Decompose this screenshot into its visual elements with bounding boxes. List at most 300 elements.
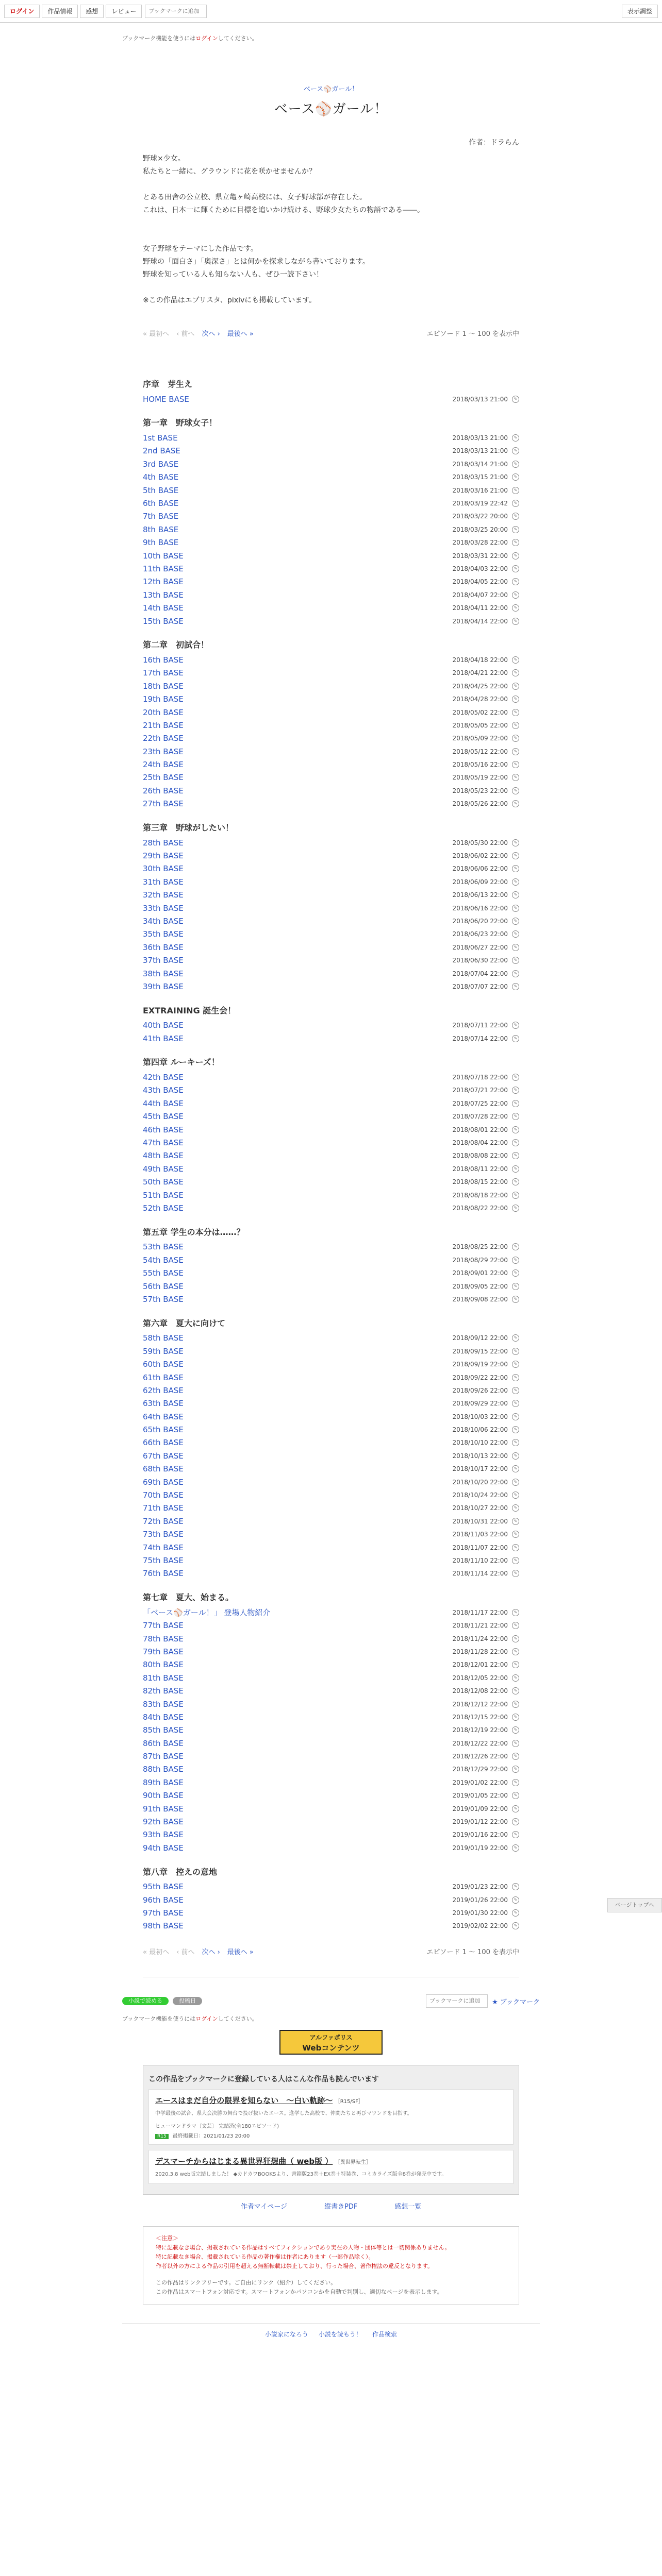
- episode-date-wrap: [452, 1243, 519, 1250]
- episode-link[interactable]: 45th BASE: [143, 1112, 184, 1122]
- revised-icon[interactable]: ✎: [512, 1035, 519, 1042]
- episode-link[interactable]: 57th BASE: [143, 1294, 184, 1304]
- episode-link[interactable]: 21th BASE: [143, 720, 184, 730]
- revised-icon[interactable]: ✎: [512, 591, 519, 599]
- revised-icon[interactable]: ✎: [512, 774, 519, 781]
- episode-link[interactable]: 84th BASE: [143, 1712, 184, 1722]
- episode-link[interactable]: 16th BASE: [143, 655, 184, 665]
- episode-link[interactable]: 38th BASE: [143, 969, 184, 978]
- episode-link[interactable]: 43th BASE: [143, 1086, 184, 1095]
- episode-row: [143, 680, 519, 692]
- episode-date: 2018/05/26 22:00: [452, 800, 508, 808]
- revised-icon[interactable]: ✎: [512, 1165, 519, 1173]
- episode-link[interactable]: 20th BASE: [143, 707, 184, 717]
- episode-date-wrap: [452, 434, 519, 442]
- episode-link[interactable]: 52th BASE: [143, 1204, 184, 1213]
- episode-link[interactable]: 78th BASE: [143, 1634, 184, 1643]
- caution-sub: この作品はスマートフォン対応です。スマートフォンかパソコンかを自動で判別し、適切なページを表示します。: [156, 2289, 443, 2296]
- episode-link[interactable]: 4th BASE: [143, 472, 179, 482]
- revised-icon[interactable]: ✎: [512, 1413, 519, 1420]
- episode-link[interactable]: 27th BASE: [143, 799, 184, 809]
- revised-icon[interactable]: ✎: [512, 1152, 519, 1159]
- revised-icon[interactable]: ✎: [512, 447, 519, 454]
- chapter-title: EXTRAINING 誕生会！: [143, 1005, 236, 1015]
- episode-link[interactable]: 62th BASE: [143, 1385, 184, 1395]
- revised-icon[interactable]: ✎: [512, 970, 519, 977]
- episode-date: 2018/12/26 22:00: [452, 1753, 508, 1760]
- episode-date: 2018/11/14 22:00: [452, 1570, 508, 1578]
- revised-icon[interactable]: ✎: [512, 1831, 519, 1838]
- reco-card[interactable]: [148, 2089, 514, 2145]
- episode-link[interactable]: 39th BASE: [143, 981, 184, 991]
- episode-link[interactable]: 97th BASE: [143, 1908, 184, 1918]
- episode-link[interactable]: 36th BASE: [143, 942, 184, 952]
- episode-date-wrap: [452, 1518, 519, 1525]
- episode-link[interactable]: 24th BASE: [143, 760, 184, 770]
- pager-bottom: [143, 1948, 519, 1977]
- revised-icon[interactable]: ✎: [512, 891, 519, 899]
- episode-row: [143, 1345, 519, 1358]
- revised-icon[interactable]: ✎: [512, 1844, 519, 1852]
- episode-link[interactable]: 60th BASE: [143, 1360, 184, 1369]
- revised-icon[interactable]: ✎: [512, 839, 519, 846]
- revised-icon[interactable]: ✎: [512, 1257, 519, 1264]
- episode-link[interactable]: 50th BASE: [143, 1177, 184, 1187]
- revised-icon[interactable]: ✎: [512, 1283, 519, 1290]
- revised-icon[interactable]: ✎: [512, 1022, 519, 1029]
- episode-date: 2018/07/11 22:00: [452, 1022, 508, 1029]
- episode-link[interactable]: 77th BASE: [143, 1621, 184, 1631]
- page-top-button[interactable]: ページトップへ: [607, 1898, 662, 1912]
- episode-link[interactable]: 91th BASE: [143, 1804, 184, 1814]
- episode-link[interactable]: 「ベース⚾ガール！」 登場人物紹介: [143, 1608, 271, 1618]
- episode-row: [143, 967, 519, 980]
- episode-link[interactable]: 85th BASE: [143, 1725, 184, 1735]
- revised-icon[interactable]: ✎: [512, 1100, 519, 1107]
- revised-icon[interactable]: ✎: [512, 1740, 519, 1747]
- synopsis-line: 私たちと一緒に、グラウンドに花を咲かせませんか？: [143, 167, 316, 176]
- episode-link[interactable]: 81th BASE: [143, 1673, 184, 1683]
- episode-date: 2019/01/26 22:00: [452, 1896, 508, 1904]
- episode-link[interactable]: 90th BASE: [143, 1791, 184, 1801]
- pager-next[interactable]: 次へ ›: [202, 330, 220, 338]
- episode-date: 2018/08/04 22:00: [452, 1139, 508, 1147]
- vertical-pdf-link[interactable]: 縦書きPDF: [324, 2203, 358, 2211]
- episode-link[interactable]: 7th BASE: [143, 512, 179, 521]
- episode-link[interactable]: 6th BASE: [143, 499, 179, 509]
- revised-icon[interactable]: ✎: [512, 552, 519, 560]
- revised-icon[interactable]: ✎: [512, 1570, 519, 1577]
- episode-link[interactable]: 94th BASE: [143, 1843, 184, 1853]
- episode-row: [143, 457, 519, 470]
- revised-icon[interactable]: ✎: [512, 709, 519, 716]
- episode-link[interactable]: 95th BASE: [143, 1882, 184, 1892]
- table-of-contents: [143, 376, 519, 1933]
- revised-icon[interactable]: ✎: [512, 1348, 519, 1355]
- revised-icon[interactable]: ✎: [512, 852, 519, 859]
- revised-icon[interactable]: ✎: [512, 787, 519, 794]
- episode-date: 2018/10/17 22:00: [452, 1465, 508, 1473]
- revised-icon[interactable]: ✎: [512, 1243, 519, 1250]
- episode-date: 2018/03/13 21:00: [452, 447, 508, 455]
- revised-icon[interactable]: ✎: [512, 1426, 519, 1433]
- revised-icon[interactable]: ✎: [512, 1296, 519, 1303]
- revised-icon[interactable]: ✎: [512, 918, 519, 925]
- episode-link[interactable]: 48th BASE: [143, 1151, 184, 1161]
- revised-icon[interactable]: ✎: [512, 1465, 519, 1472]
- revised-icon[interactable]: ✎: [512, 1479, 519, 1486]
- footer-link-search[interactable]: 作品検索: [372, 2331, 398, 2338]
- episode-date: 2018/07/04 22:00: [452, 970, 508, 977]
- episode-link[interactable]: 37th BASE: [143, 956, 184, 965]
- pager-next[interactable]: 次へ ›: [202, 1948, 220, 1956]
- revised-icon[interactable]: ✎: [512, 957, 519, 964]
- reco-card[interactable]: [148, 2150, 514, 2184]
- revised-icon[interactable]: ✎: [512, 878, 519, 886]
- episode-date-wrap: [452, 970, 519, 977]
- episode-link[interactable]: 35th BASE: [143, 929, 184, 939]
- episode-link[interactable]: 87th BASE: [143, 1752, 184, 1761]
- revised-icon[interactable]: ✎: [512, 1126, 519, 1133]
- footer-link-narou[interactable]: 小説家になろう: [264, 2331, 308, 2338]
- revised-icon[interactable]: ✎: [512, 1648, 519, 1655]
- episode-link[interactable]: 72th BASE: [143, 1516, 184, 1526]
- episode-link[interactable]: 29th BASE: [143, 851, 184, 861]
- login-button[interactable]: ログイン: [4, 5, 40, 18]
- revised-icon[interactable]: ✎: [512, 1622, 519, 1629]
- revised-icon[interactable]: ✎: [512, 1531, 519, 1538]
- episode-link[interactable]: 73th BASE: [143, 1530, 184, 1539]
- works-info-link[interactable]: 作品情報: [42, 5, 78, 18]
- episode-link[interactable]: 55th BASE: [143, 1268, 184, 1278]
- episode-link[interactable]: 92th BASE: [143, 1817, 184, 1827]
- episode-link[interactable]: 49th BASE: [143, 1164, 184, 1174]
- episode-link[interactable]: 54th BASE: [143, 1255, 184, 1265]
- episode-link[interactable]: 82th BASE: [143, 1686, 184, 1696]
- episode-link[interactable]: 40th BASE: [143, 1021, 184, 1030]
- revised-icon[interactable]: ✎: [512, 1726, 519, 1734]
- revised-icon[interactable]: ✎: [512, 1883, 519, 1890]
- episode-link[interactable]: 12th BASE: [143, 577, 184, 587]
- episode-date: 2019/01/23 22:00: [452, 1883, 508, 1891]
- revised-icon[interactable]: ✎: [512, 1205, 519, 1212]
- revised-icon[interactable]: ✎: [512, 683, 519, 690]
- episode-link[interactable]: 69th BASE: [143, 1477, 184, 1487]
- revised-icon[interactable]: ✎: [512, 761, 519, 768]
- view-mode-button[interactable]: 表示調整: [622, 5, 658, 18]
- revised-icon[interactable]: ✎: [512, 1334, 519, 1342]
- episode-date-wrap: [452, 1726, 519, 1734]
- episode-date-wrap: [452, 1074, 519, 1081]
- episode-link[interactable]: 32th BASE: [143, 890, 184, 900]
- revised-icon[interactable]: ✎: [512, 1504, 519, 1512]
- revised-icon[interactable]: ✎: [512, 618, 519, 625]
- episode-row: [143, 1815, 519, 1828]
- revised-icon[interactable]: ✎: [512, 1896, 519, 1904]
- episode-row: [143, 1737, 519, 1750]
- revised-icon[interactable]: ✎: [512, 1779, 519, 1786]
- reco-genre: ［異世界転生］: [335, 2160, 371, 2166]
- episode-date-wrap: [452, 1779, 519, 1786]
- author-name[interactable]: 作者：ドラらん: [469, 139, 519, 147]
- episode-date-wrap: [452, 1687, 519, 1694]
- caution-box: [143, 2226, 519, 2304]
- episode-link[interactable]: 22th BASE: [143, 734, 184, 743]
- episode-link[interactable]: 46th BASE: [143, 1125, 184, 1134]
- episode-link[interactable]: 61th BASE: [143, 1372, 184, 1382]
- episode-link[interactable]: 10th BASE: [143, 551, 184, 561]
- episode-link[interactable]: 42th BASE: [143, 1073, 184, 1082]
- chapter-title: 第三章 野球がしたい！: [143, 822, 234, 833]
- revised-icon[interactable]: ✎: [512, 513, 519, 520]
- pager-last[interactable]: 最後へ »: [227, 330, 254, 338]
- revised-icon[interactable]: ✎: [512, 1113, 519, 1120]
- episode-row: [143, 1358, 519, 1370]
- author-mypage-link[interactable]: 作者マイページ: [240, 2203, 288, 2211]
- revised-icon[interactable]: ✎: [512, 735, 519, 742]
- revised-icon[interactable]: ✎: [512, 1753, 519, 1760]
- revised-icon[interactable]: ✎: [512, 461, 519, 468]
- episode-link[interactable]: 93th BASE: [143, 1830, 184, 1840]
- revised-icon[interactable]: ✎: [512, 1805, 519, 1812]
- episode-link[interactable]: 89th BASE: [143, 1777, 184, 1787]
- episode-link[interactable]: 15th BASE: [143, 616, 184, 626]
- episode-link[interactable]: 18th BASE: [143, 681, 184, 691]
- episode-date-wrap: [452, 1113, 519, 1120]
- episode-link[interactable]: 14th BASE: [143, 603, 184, 613]
- series-link[interactable]: ベース⚾ガール！: [303, 86, 359, 93]
- episode-date: 2018/04/05 22:00: [452, 578, 508, 586]
- episode-date: 2018/07/25 22:00: [452, 1099, 508, 1107]
- revised-icon[interactable]: ✎: [512, 944, 519, 951]
- revised-icon[interactable]: ✎: [512, 722, 519, 729]
- status-badge: 投稿日: [173, 1997, 202, 2005]
- review-link[interactable]: レビュー: [106, 5, 142, 18]
- episode-row: [143, 732, 519, 745]
- episode-link[interactable]: 96th BASE: [143, 1895, 184, 1905]
- episode-date-wrap: [452, 1022, 519, 1029]
- episode-date: 2018/03/31 22:00: [452, 552, 508, 560]
- episode-link[interactable]: 11th BASE: [143, 564, 184, 573]
- episode-row: [143, 1710, 519, 1723]
- episode-row: [143, 1541, 519, 1554]
- episode-link[interactable]: 63th BASE: [143, 1399, 184, 1409]
- login-notice: [122, 23, 540, 42]
- episode-link[interactable]: 33th BASE: [143, 903, 184, 913]
- episode-link[interactable]: 56th BASE: [143, 1281, 184, 1291]
- revised-icon[interactable]: ✎: [512, 669, 519, 676]
- episode-link[interactable]: 44th BASE: [143, 1098, 184, 1108]
- revised-icon[interactable]: ✎: [512, 1544, 519, 1551]
- revised-icon[interactable]: ✎: [512, 604, 519, 612]
- bookmark-input[interactable]: [426, 1994, 488, 2008]
- revised-icon[interactable]: ✎: [512, 1557, 519, 1564]
- login-notice-bottom: [122, 2014, 540, 2023]
- episode-link[interactable]: 9th BASE: [143, 538, 179, 548]
- notice-login-link[interactable]: ログイン: [195, 35, 218, 42]
- revised-icon[interactable]: ✎: [512, 800, 519, 807]
- episode-link[interactable]: 86th BASE: [143, 1738, 184, 1748]
- revised-icon[interactable]: ✎: [512, 930, 519, 938]
- revised-icon[interactable]: ✎: [512, 1087, 519, 1094]
- episode-row: [143, 431, 519, 444]
- impressions-list-link[interactable]: 感想一覧: [394, 2203, 422, 2211]
- episode-link[interactable]: 74th BASE: [143, 1543, 184, 1552]
- episode-link[interactable]: 58th BASE: [143, 1333, 184, 1343]
- revised-icon[interactable]: ✎: [512, 434, 519, 442]
- revised-icon[interactable]: ✎: [512, 1909, 519, 1917]
- episode-date: 2018/05/12 22:00: [452, 748, 508, 755]
- revised-icon[interactable]: ✎: [512, 1439, 519, 1446]
- episode-link[interactable]: 23th BASE: [143, 747, 184, 756]
- reco-date: 最終掲載日：2021/01/23 20:00: [172, 2133, 250, 2140]
- episode-date-wrap: [452, 578, 519, 585]
- episode-link[interactable]: 65th BASE: [143, 1425, 184, 1435]
- revised-icon[interactable]: ✎: [512, 539, 519, 546]
- ad-banner[interactable]: [279, 2030, 383, 2055]
- episode-date: 2018/11/28 22:00: [452, 1648, 508, 1655]
- episode-date-wrap: [452, 1439, 519, 1446]
- revised-icon[interactable]: ✎: [512, 1687, 519, 1694]
- episode-link[interactable]: 75th BASE: [143, 1555, 184, 1565]
- episode-link[interactable]: 80th BASE: [143, 1660, 184, 1670]
- revised-icon[interactable]: ✎: [512, 396, 519, 403]
- footer-link-yomou[interactable]: 小説を読もう！: [318, 2331, 362, 2338]
- revised-icon[interactable]: ✎: [512, 1635, 519, 1642]
- episode-date-wrap: [452, 1152, 519, 1159]
- revised-icon[interactable]: ✎: [512, 1361, 519, 1368]
- revised-icon[interactable]: ✎: [512, 578, 519, 585]
- episode-link[interactable]: HOME BASE: [143, 394, 189, 404]
- revised-icon[interactable]: ✎: [512, 905, 519, 912]
- revised-icon[interactable]: ✎: [512, 1192, 519, 1199]
- episode-link[interactable]: 1st BASE: [143, 433, 178, 443]
- episode-link[interactable]: 3rd BASE: [143, 459, 179, 469]
- episode-link[interactable]: 28th BASE: [143, 838, 184, 848]
- episode-date-wrap: [452, 800, 519, 807]
- episode-date: 2018/05/23 22:00: [452, 787, 508, 794]
- revised-icon[interactable]: ✎: [512, 1178, 519, 1185]
- episode-link[interactable]: 83th BASE: [143, 1699, 184, 1709]
- pager-first: « 最初へ: [143, 330, 170, 338]
- revised-icon[interactable]: ✎: [512, 748, 519, 755]
- revised-icon[interactable]: ✎: [512, 1674, 519, 1682]
- episode-link[interactable]: 68th BASE: [143, 1464, 184, 1474]
- episode-link[interactable]: 64th BASE: [143, 1412, 184, 1421]
- recommendations: [143, 2065, 519, 2195]
- revised-icon[interactable]: ✎: [512, 487, 519, 494]
- episode-link[interactable]: 53th BASE: [143, 1242, 184, 1252]
- bookmark-button[interactable]: ★ ブックマーク: [492, 1998, 540, 2006]
- revised-icon[interactable]: ✎: [512, 500, 519, 507]
- revised-icon[interactable]: ✎: [512, 1387, 519, 1394]
- episode-link[interactable]: 8th BASE: [143, 524, 179, 534]
- episode-link[interactable]: 34th BASE: [143, 916, 184, 926]
- revised-icon[interactable]: ✎: [512, 1922, 519, 1929]
- impressions-link[interactable]: 感想: [80, 5, 104, 18]
- revised-icon[interactable]: ✎: [512, 1139, 519, 1146]
- episode-link[interactable]: 88th BASE: [143, 1765, 184, 1774]
- bookmark-add-input[interactable]: [145, 5, 207, 18]
- episode-row: [143, 1410, 519, 1423]
- episode-link[interactable]: 51th BASE: [143, 1190, 184, 1200]
- pager-last[interactable]: 最後へ »: [227, 1948, 254, 1956]
- revised-icon[interactable]: ✎: [512, 865, 519, 872]
- episode-row: [143, 745, 519, 758]
- episode-row: [143, 902, 519, 914]
- episode-link[interactable]: 59th BASE: [143, 1346, 184, 1356]
- episode-link[interactable]: 5th BASE: [143, 485, 179, 495]
- episode-date-wrap: [452, 774, 519, 781]
- revised-icon[interactable]: ✎: [512, 1701, 519, 1708]
- episode-row: [143, 798, 519, 810]
- revised-icon[interactable]: ✎: [512, 1269, 519, 1277]
- episode-date-wrap: [452, 447, 519, 454]
- novel-main: [143, 83, 519, 1977]
- episode-link[interactable]: 30th BASE: [143, 864, 184, 874]
- revised-icon[interactable]: ✎: [512, 1714, 519, 1721]
- episode-link[interactable]: 70th BASE: [143, 1490, 184, 1500]
- episode-row: [143, 1893, 519, 1906]
- episode-link[interactable]: 26th BASE: [143, 786, 184, 795]
- episode-date-wrap: [452, 604, 519, 612]
- episode-row: [143, 1423, 519, 1436]
- revised-icon[interactable]: ✎: [512, 473, 519, 481]
- episode-link[interactable]: 31th BASE: [143, 877, 184, 887]
- revised-icon[interactable]: ✎: [512, 1792, 519, 1799]
- synopsis-line: [143, 281, 519, 294]
- episode-link[interactable]: 71th BASE: [143, 1503, 184, 1513]
- revised-icon[interactable]: ✎: [512, 656, 519, 664]
- episode-row: [143, 1280, 519, 1293]
- revised-icon[interactable]: ✎: [512, 1400, 519, 1407]
- revised-icon[interactable]: ✎: [512, 983, 519, 990]
- episode-link[interactable]: 67th BASE: [143, 1451, 184, 1461]
- revised-icon[interactable]: ✎: [512, 1661, 519, 1668]
- episode-link[interactable]: 2nd BASE: [143, 446, 180, 456]
- episode-date: 2018/11/17 22:00: [452, 1608, 508, 1616]
- episode-link[interactable]: 98th BASE: [143, 1921, 184, 1931]
- notice-login-link[interactable]: ログイン: [195, 2015, 218, 2023]
- revised-icon[interactable]: ✎: [512, 696, 519, 703]
- episode-link[interactable]: 41th BASE: [143, 1033, 184, 1043]
- episode-row: [143, 549, 519, 562]
- reco-title[interactable]: デスマーチからはじまる異世界狂想曲（ web版 ）: [155, 2157, 333, 2166]
- revised-icon[interactable]: ✎: [512, 1452, 519, 1460]
- revised-icon[interactable]: ✎: [512, 1492, 519, 1499]
- revised-icon[interactable]: ✎: [512, 1374, 519, 1381]
- episode-link[interactable]: 66th BASE: [143, 1438, 184, 1448]
- episode-link[interactable]: 76th BASE: [143, 1569, 184, 1579]
- revised-icon[interactable]: ✎: [512, 1766, 519, 1773]
- revised-icon[interactable]: ✎: [512, 1074, 519, 1081]
- episode-link[interactable]: 47th BASE: [143, 1138, 184, 1148]
- episode-link[interactable]: 19th BASE: [143, 694, 184, 704]
- episode-link[interactable]: 79th BASE: [143, 1647, 184, 1656]
- episode-link[interactable]: 25th BASE: [143, 773, 184, 783]
- revised-icon[interactable]: ✎: [512, 565, 519, 572]
- episode-row: [143, 1449, 519, 1462]
- episode-link[interactable]: 13th BASE: [143, 590, 184, 600]
- episode-row: [143, 1528, 519, 1541]
- reco-title[interactable]: エースはまだ自分の限界を知らない ～白い軌跡～: [155, 2096, 333, 2106]
- revised-icon[interactable]: ✎: [512, 526, 519, 533]
- revised-icon[interactable]: ✎: [512, 1818, 519, 1825]
- revised-icon[interactable]: ✎: [512, 1609, 519, 1616]
- episode-date-wrap: [452, 1792, 519, 1799]
- revised-icon[interactable]: ✎: [512, 1518, 519, 1525]
- episode-link[interactable]: 17th BASE: [143, 668, 184, 678]
